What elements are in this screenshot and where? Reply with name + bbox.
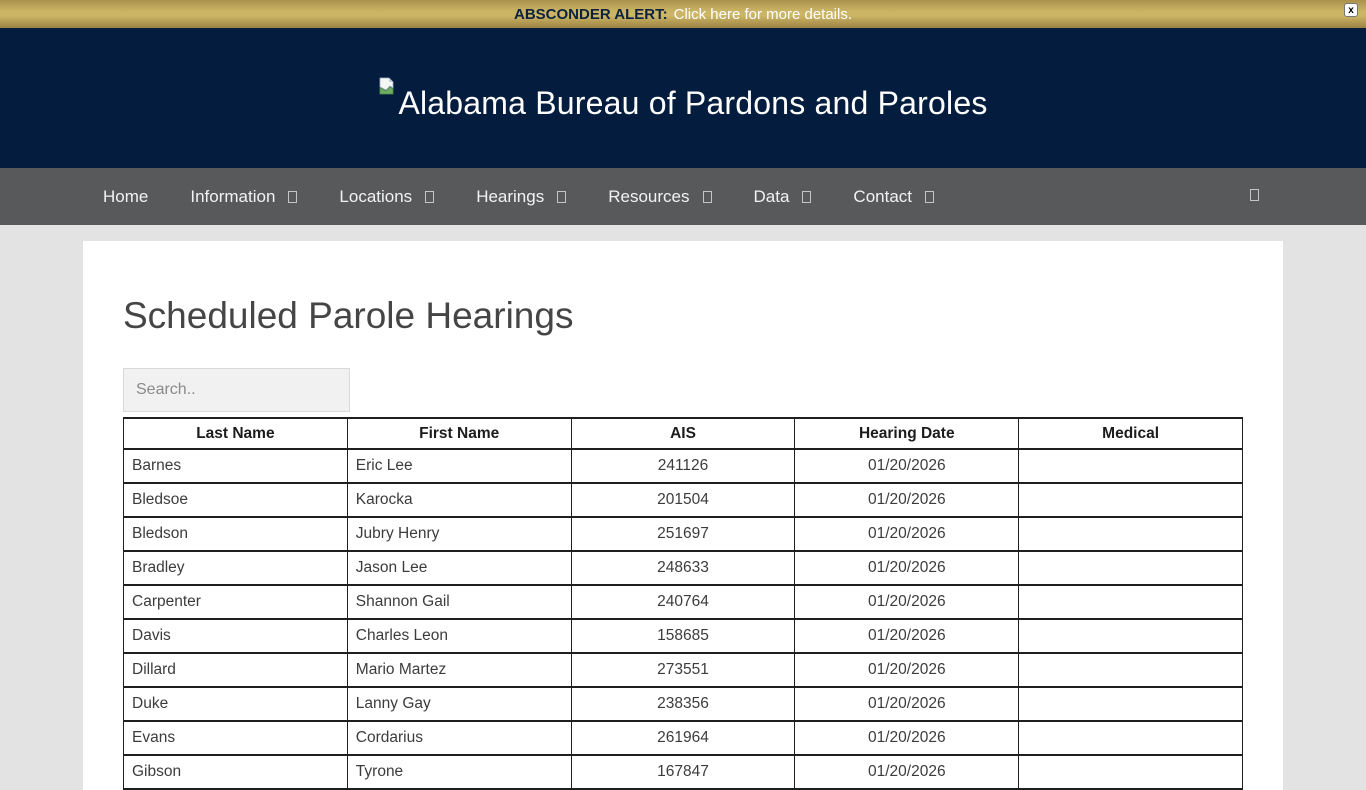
site-header [0,28,1366,168]
nav-item-label: Information [190,186,276,206]
table-cell [1019,551,1243,585]
table-row [124,449,1243,483]
nav-item-label: Hearings [476,186,545,206]
table-cell [1019,517,1243,551]
table-cell: Jason Lee [347,551,571,585]
dropdown-caret-icon [288,191,297,203]
dropdown-caret-icon [925,191,934,203]
table-cell: 01/20/2026 [795,551,1019,585]
table-cell: Duke [124,687,348,721]
main-navigation [0,168,1366,225]
table-cell: 251697 [571,517,795,551]
table-cell: 01/20/2026 [795,755,1019,789]
nav-item-locations[interactable] [339,187,434,207]
table-cell: 273551 [571,653,795,687]
site-title: Alabama Bureau of Pardons and Paroles [398,84,988,121]
table-cell: Barnes [124,449,348,483]
table-cell: Tyrone [347,755,571,789]
table-cell: 248633 [571,551,795,585]
column-header-first-name: First Name [347,418,571,449]
table-cell: 01/20/2026 [795,619,1019,653]
table-cell: Jubry Henry [347,517,571,551]
search-icon[interactable] [1250,188,1259,206]
column-header-medical: Medical [1019,418,1243,449]
table-cell [1019,721,1243,755]
page-title: Scheduled Parole Hearings [123,295,574,336]
table-cell [1019,619,1243,653]
nav-item-label: Resources [608,186,690,206]
alert-label: ABSCONDER ALERT: [513,5,668,23]
dropdown-caret-icon [425,191,434,203]
nav-item-resources[interactable] [608,187,711,207]
table-cell: Carpenter [124,585,348,619]
table-cell: Bledson [124,517,348,551]
table-cell: Bledsoe [124,483,348,517]
table-cell: 167847 [571,755,795,789]
dropdown-caret-icon [802,191,811,203]
table-cell: Eric Lee [347,449,571,483]
table-cell: Evans [124,721,348,755]
table-cell [1019,653,1243,687]
table-row [124,653,1243,687]
table-cell: Shannon Gail [347,585,571,619]
site-logo[interactable] [378,75,987,122]
hearings-table-body [124,449,1243,789]
nav-item-contact[interactable] [853,187,934,207]
table-cell [1019,687,1243,721]
nav-item-hearings[interactable] [476,187,566,207]
table-cell: 01/20/2026 [795,721,1019,755]
table-cell: 01/20/2026 [795,653,1019,687]
table-cell [1019,755,1243,789]
table-cell: Mario Martez [347,653,571,687]
column-header-ais: AIS [571,418,795,449]
table-row [124,755,1243,789]
table-row [124,517,1243,551]
content-card [83,241,1283,790]
dropdown-caret-icon [703,191,712,203]
table-cell [1019,449,1243,483]
column-header-last-name: Last Name [124,418,348,449]
table-cell: Charles Leon [347,619,571,653]
dropdown-caret-icon [557,191,566,203]
table-cell: 261964 [571,721,795,755]
table-cell: Cordarius [347,721,571,755]
alert-close-button[interactable]: x [1344,3,1358,17]
nav-item-home[interactable] [103,187,148,207]
table-cell: 201504 [571,483,795,517]
table-cell: 158685 [571,619,795,653]
broken-image-icon [378,77,395,101]
table-cell: 241126 [571,449,795,483]
table-header-row [124,418,1243,449]
table-cell: Karocka [347,483,571,517]
table-row [124,585,1243,619]
table-row [124,687,1243,721]
table-cell: 238356 [571,687,795,721]
table-cell: 01/20/2026 [795,483,1019,517]
nav-item-information[interactable] [190,187,297,207]
table-cell [1019,585,1243,619]
table-cell: Davis [124,619,348,653]
alert-details-link[interactable]: Click here for more details. [673,5,853,23]
table-cell: 01/20/2026 [795,687,1019,721]
search-icon-glyph [1250,189,1259,201]
table-row [124,483,1243,517]
nav-item-label: Locations [339,186,413,206]
hearings-table [123,417,1243,790]
table-cell: Bradley [124,551,348,585]
column-header-hearing-date: Hearing Date [795,418,1019,449]
nav-item-label: Data [753,186,790,206]
table-row [124,551,1243,585]
table-row [124,619,1243,653]
absconder-alert-bar [0,0,1366,28]
table-cell: 01/20/2026 [795,585,1019,619]
table-cell: 01/20/2026 [795,517,1019,551]
table-cell: Dillard [124,653,348,687]
table-cell: 240764 [571,585,795,619]
table-row [124,721,1243,755]
table-search-input[interactable] [123,368,350,412]
table-cell [1019,483,1243,517]
table-cell: 01/20/2026 [795,449,1019,483]
nav-item-label: Contact [853,186,913,206]
table-cell: Gibson [124,755,348,789]
nav-item-data[interactable] [754,187,812,207]
table-cell: Lanny Gay [347,687,571,721]
nav-item-label: Home [103,186,149,206]
